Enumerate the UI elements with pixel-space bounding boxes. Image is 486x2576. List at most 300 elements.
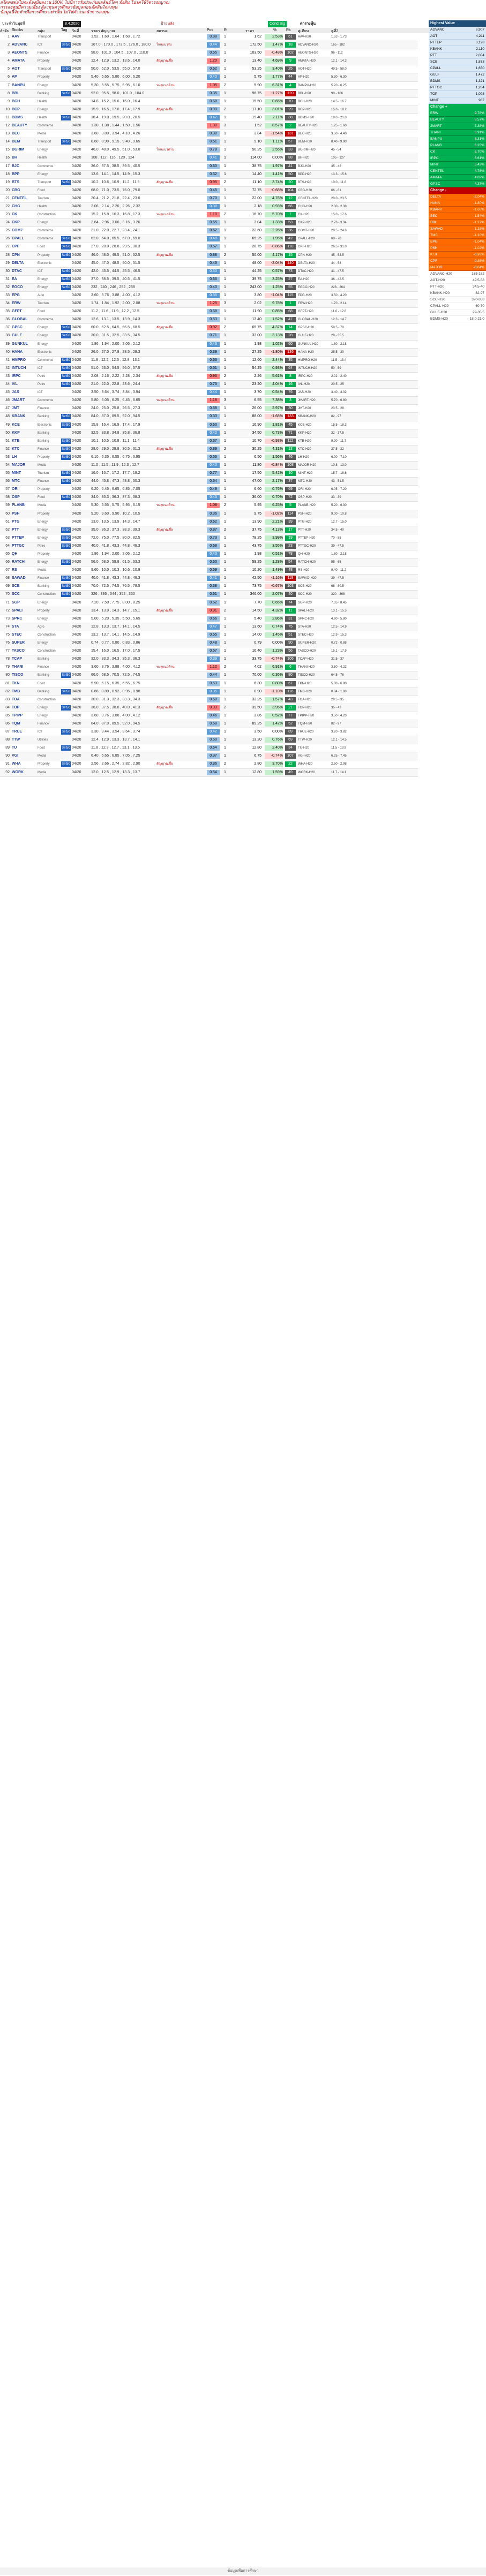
table-row[interactable] xyxy=(0,744,418,752)
highest-item-symbol: GULF xyxy=(430,73,440,77)
row-number: 22 xyxy=(5,204,10,208)
ratio-value: 1 xyxy=(224,535,226,540)
stock-symbol[interactable]: GPSC xyxy=(12,326,23,330)
stock-symbol[interactable]: AMATA xyxy=(12,59,25,63)
stock-symbol[interactable]: BCH xyxy=(12,99,20,103)
pair-symbol: OSP-H20 xyxy=(298,496,312,500)
loser-item-value: -0.86% xyxy=(473,259,484,263)
watch-item[interactable] xyxy=(429,303,486,309)
stock-symbol[interactable]: PTTGC xyxy=(12,543,25,548)
table-row[interactable] xyxy=(0,235,418,243)
table-row[interactable] xyxy=(0,736,418,744)
table-row[interactable] xyxy=(0,252,418,260)
stock-symbol[interactable]: OSP xyxy=(12,495,20,500)
highest-item[interactable] xyxy=(429,78,486,85)
table-row[interactable] xyxy=(0,688,418,696)
table-row[interactable] xyxy=(0,187,418,195)
table-row[interactable] xyxy=(0,704,418,712)
stock-symbol[interactable]: CENTEL xyxy=(12,196,27,200)
highest-item[interactable] xyxy=(429,91,486,97)
table-row[interactable] xyxy=(0,550,418,558)
table-row[interactable] xyxy=(0,332,418,340)
highest-item[interactable] xyxy=(429,40,486,46)
ratio-value: 1 xyxy=(224,673,226,677)
highest-item[interactable] xyxy=(429,52,486,59)
ratio-value: 1 xyxy=(224,770,226,774)
rank-badge: 3 xyxy=(285,398,296,403)
table-row[interactable] xyxy=(0,502,418,510)
stock-symbol[interactable]: BJC xyxy=(12,164,20,168)
table-row[interactable] xyxy=(0,769,418,777)
stock-symbol[interactable]: TISCO xyxy=(12,673,24,677)
stock-symbol[interactable]: SCC xyxy=(12,592,20,596)
table-row[interactable] xyxy=(0,728,418,736)
last-price: 243.00 xyxy=(250,285,261,289)
sector-label: Media xyxy=(38,754,47,758)
table-row[interactable] xyxy=(0,171,418,179)
stock-symbol[interactable]: ORI xyxy=(12,487,19,492)
table-row[interactable] xyxy=(0,510,418,518)
stock-symbol[interactable]: DELTA xyxy=(12,261,24,265)
index-tag: Set50 xyxy=(62,245,70,249)
stock-symbol[interactable]: TOP xyxy=(12,705,20,709)
last-price: 13.40 xyxy=(252,59,261,63)
stock-symbol[interactable]: GLOBAL xyxy=(12,318,28,322)
stock-symbol[interactable]: STA xyxy=(12,624,19,629)
table-row[interactable] xyxy=(0,534,418,542)
watch-item[interactable] xyxy=(429,277,486,284)
table-row[interactable] xyxy=(0,607,418,615)
table-row[interactable] xyxy=(0,73,418,81)
loser-item[interactable] xyxy=(429,252,486,258)
ratio-value: 1 xyxy=(224,366,226,370)
highest-item[interactable] xyxy=(429,85,486,91)
gainer-item-value: 6.25% xyxy=(474,143,484,147)
gainer-item-symbol: AMATA xyxy=(430,176,442,179)
stock-symbol[interactable]: IVL xyxy=(12,382,18,387)
loser-item[interactable] xyxy=(429,194,486,200)
table-row[interactable] xyxy=(0,114,418,122)
table-row[interactable] xyxy=(0,558,418,566)
stock-symbol[interactable]: AEONTS xyxy=(12,51,28,55)
stock-symbol[interactable]: GUNKUL xyxy=(12,342,28,346)
index-tag xyxy=(61,600,71,606)
table-row[interactable] xyxy=(0,591,418,599)
gainer-item[interactable] xyxy=(429,149,486,155)
loser-item[interactable] xyxy=(429,239,486,245)
gainer-item[interactable] xyxy=(429,142,486,149)
pair-symbol: PTG-H20 xyxy=(298,520,312,524)
stock-symbol[interactable]: PTG xyxy=(12,519,20,524)
stock-symbol[interactable]: TRUE xyxy=(12,730,23,734)
table-row[interactable] xyxy=(0,57,418,65)
price-levels: 2.06 , 2.14 , 2.20 , 2.26 , 2.32 xyxy=(91,204,140,208)
stock-symbol[interactable]: PLANB xyxy=(12,503,25,508)
table-row[interactable] xyxy=(0,276,418,284)
stock-symbol[interactable]: TMB xyxy=(12,689,20,693)
highest-item[interactable] xyxy=(429,97,486,104)
stock-symbol[interactable]: BEC xyxy=(12,132,20,136)
pair-symbol: TISCO-H20 xyxy=(298,674,315,677)
row-number: 68 xyxy=(5,576,10,580)
rank-badge: 68 xyxy=(285,309,296,314)
loser-item[interactable] xyxy=(429,220,486,226)
stock-symbol[interactable]: SPRC xyxy=(12,616,23,621)
stock-symbol[interactable]: MAJOR xyxy=(12,463,26,467)
last-price: 0.90 xyxy=(254,689,261,693)
table-row[interactable] xyxy=(0,397,418,405)
position-value: 0.93 xyxy=(207,705,220,711)
bar-note: ป้ายหลัง xyxy=(161,22,174,26)
stock-symbol[interactable]: SAWAD xyxy=(12,576,26,580)
ratio-value: 1 xyxy=(224,519,226,524)
highest-item[interactable] xyxy=(429,33,486,40)
table-row[interactable] xyxy=(0,381,418,389)
stock-symbol[interactable]: STEC xyxy=(12,632,22,637)
table-row[interactable] xyxy=(0,195,418,203)
table-row[interactable] xyxy=(0,365,418,373)
condition-tag: Cond.Sig xyxy=(268,21,287,27)
stock-symbol[interactable]: KCE xyxy=(12,422,20,427)
row-number: 90 xyxy=(5,754,10,758)
table-row[interactable] xyxy=(0,243,418,251)
stock-symbol[interactable]: TASCO xyxy=(12,649,25,653)
table-row[interactable] xyxy=(0,615,418,623)
table-row[interactable] xyxy=(0,130,418,138)
table-row[interactable] xyxy=(0,211,418,219)
table-row[interactable] xyxy=(0,357,418,365)
ratio-value: 1 xyxy=(224,406,226,411)
stock-symbol[interactable]: HMPRO xyxy=(12,358,26,362)
watch-item[interactable] xyxy=(429,309,486,316)
stock-symbol[interactable]: VGI xyxy=(12,754,19,758)
stock-symbol[interactable]: WHA xyxy=(12,762,21,766)
stock-symbol[interactable]: EGCO xyxy=(12,285,23,289)
stock-symbol[interactable]: CBG xyxy=(12,188,20,192)
stock-symbol[interactable]: TCAP xyxy=(12,657,23,661)
loser-item[interactable] xyxy=(429,207,486,213)
table-row[interactable] xyxy=(0,639,418,647)
stock-symbol[interactable]: CPN xyxy=(12,253,20,257)
stock-symbol[interactable]: RS xyxy=(12,568,17,572)
table-row[interactable] xyxy=(0,203,418,211)
stock-symbol[interactable]: KTC xyxy=(12,447,20,451)
table-row[interactable] xyxy=(0,437,418,445)
stock-symbol[interactable]: BDMS xyxy=(12,115,23,119)
table-row[interactable] xyxy=(0,760,418,768)
date-cell: 04/20 xyxy=(72,430,81,435)
stock-symbol[interactable]: THANI xyxy=(12,665,24,669)
stock-symbol[interactable]: MINT xyxy=(12,471,21,475)
stock-symbol[interactable]: QH xyxy=(12,552,18,556)
table-row[interactable] xyxy=(0,454,418,462)
table-row[interactable] xyxy=(0,752,418,760)
pair-symbol: JMT-H20 xyxy=(298,407,311,411)
table-row[interactable] xyxy=(0,421,418,429)
gainer-item[interactable] xyxy=(429,117,486,123)
loser-item[interactable] xyxy=(429,245,486,252)
stock-symbol[interactable]: CPF xyxy=(12,245,19,249)
gainer-item[interactable] xyxy=(429,162,486,168)
ratio-value: 1 xyxy=(224,342,226,346)
table-row[interactable] xyxy=(0,227,418,235)
sector-label: Transport xyxy=(38,140,51,144)
row-number: 66 xyxy=(5,560,10,564)
pair-symbol: HMPRO-H20 xyxy=(298,358,317,362)
table-row[interactable] xyxy=(0,696,418,704)
rank-badge: 4 xyxy=(285,83,296,88)
row-number: 48 xyxy=(5,414,10,419)
stock-symbol[interactable]: SCB xyxy=(12,584,20,588)
watch-item-symbol: SCC-H20 xyxy=(430,298,445,301)
loser-item[interactable] xyxy=(429,226,486,232)
table-row[interactable] xyxy=(0,90,418,98)
table-row[interactable] xyxy=(0,663,418,671)
table-row[interactable] xyxy=(0,122,418,130)
stock-symbol[interactable]: BGRIM xyxy=(12,148,25,152)
col-pair: คู่เทียบ xyxy=(298,29,309,33)
position-value: 0.41 xyxy=(207,576,220,581)
stock-symbol[interactable]: JAS xyxy=(12,390,19,395)
table-row[interactable] xyxy=(0,486,418,494)
table-row[interactable] xyxy=(0,284,418,292)
col-sig: สถานะ xyxy=(156,29,168,33)
rank-badge: 53 xyxy=(285,220,296,225)
stock-symbol[interactable]: BCP xyxy=(12,107,20,111)
stock-symbol[interactable]: EPG xyxy=(12,293,20,297)
stock-symbol[interactable]: ADVANC xyxy=(12,43,28,47)
sector-label: Property xyxy=(38,75,50,79)
gainer-item[interactable] xyxy=(429,168,486,175)
stock-symbol[interactable]: INTUCH xyxy=(12,366,26,370)
stock-symbol[interactable]: KBANK xyxy=(12,414,26,419)
table-row[interactable] xyxy=(0,300,418,308)
stock-symbol[interactable]: RATCH xyxy=(12,560,25,564)
table-row[interactable] xyxy=(0,268,418,276)
table-row[interactable] xyxy=(0,292,418,300)
position-value: 0.77 xyxy=(207,471,220,476)
stock-symbol[interactable]: TKN xyxy=(12,681,20,685)
stock-symbol[interactable]: COM7 xyxy=(12,229,23,233)
table-row[interactable] xyxy=(0,575,418,583)
table-row[interactable] xyxy=(0,138,418,146)
stock-symbol[interactable]: MTC xyxy=(12,479,20,484)
index-tag: Set50 xyxy=(62,730,70,734)
stock-symbol[interactable]: ERW xyxy=(12,301,21,306)
pair-symbol: GPSC-H20 xyxy=(298,326,315,330)
highest-item[interactable] xyxy=(429,46,486,52)
stock-symbol[interactable]: PTT xyxy=(12,527,19,532)
stock-symbol[interactable]: TQM xyxy=(12,721,20,726)
table-row[interactable] xyxy=(0,49,418,57)
table-row[interactable] xyxy=(0,324,418,332)
price-levels: 232 , 240 , 246 , 252 , 258 xyxy=(91,285,135,289)
index-tag: Set50 xyxy=(62,439,70,443)
highest-item[interactable] xyxy=(429,72,486,78)
loser-item[interactable] xyxy=(429,200,486,207)
stock-symbol[interactable]: BANPU xyxy=(12,83,25,87)
gainers-block xyxy=(429,104,486,187)
stock-symbol[interactable]: HANA xyxy=(12,350,23,354)
table-row[interactable] xyxy=(0,316,418,324)
stock-symbol[interactable]: PSH xyxy=(12,511,20,516)
stock-symbol[interactable]: AAV xyxy=(12,35,20,39)
stock-symbol[interactable]: AOT xyxy=(12,67,20,71)
pair-range: 43 - 51.5 xyxy=(331,480,344,484)
stock-symbol[interactable]: JMART xyxy=(12,398,25,403)
table-row[interactable] xyxy=(0,33,418,41)
loser-item[interactable] xyxy=(429,265,486,271)
table-row[interactable] xyxy=(0,179,418,187)
gainer-item[interactable] xyxy=(429,181,486,187)
table-row[interactable] xyxy=(0,720,418,728)
stock-symbol[interactable]: GFPT xyxy=(12,309,22,314)
stock-symbol[interactable]: CKP xyxy=(12,221,20,225)
stock-symbol[interactable]: BEM xyxy=(12,140,20,144)
watch-item[interactable] xyxy=(429,271,486,277)
sector-label: Banking xyxy=(38,674,49,677)
stock-symbol[interactable]: LH xyxy=(12,455,17,459)
pair-range: 27.5 - 32 xyxy=(331,447,344,451)
stock-symbol[interactable]: BH xyxy=(12,156,18,160)
watch-item[interactable] xyxy=(429,316,486,322)
col-price: ราคา xyxy=(245,29,255,33)
stock-symbol[interactable]: JMT xyxy=(12,406,19,411)
index-tag xyxy=(61,656,71,662)
stock-symbol[interactable]: AP xyxy=(12,75,17,79)
date-cell: 04/20 xyxy=(72,463,81,467)
table-row[interactable] xyxy=(0,478,418,486)
stock-symbol[interactable]: TU xyxy=(12,746,17,750)
stock-symbol[interactable]: DTAC xyxy=(12,269,22,273)
gainer-item[interactable] xyxy=(429,136,486,142)
table-row[interactable] xyxy=(0,219,418,227)
loser-item[interactable] xyxy=(429,232,486,239)
stock-symbol[interactable]: IRPC xyxy=(12,374,21,378)
row-number: 81 xyxy=(5,681,10,685)
table-row[interactable] xyxy=(0,542,418,550)
table-row[interactable] xyxy=(0,405,418,413)
table-row[interactable] xyxy=(0,65,418,73)
stock-symbol[interactable]: PTTEP xyxy=(12,535,24,540)
table-row[interactable] xyxy=(0,462,418,470)
stock-symbol[interactable]: SPALI xyxy=(12,608,23,613)
percent-change: -1.16% xyxy=(265,576,283,581)
stock-symbol[interactable]: CHG xyxy=(12,204,20,208)
table-row[interactable] xyxy=(0,671,418,679)
table-row[interactable] xyxy=(0,429,418,437)
table-row[interactable] xyxy=(0,98,418,106)
loser-item-symbol: EPG xyxy=(430,240,438,244)
table-row[interactable] xyxy=(0,631,418,639)
loser-item[interactable] xyxy=(429,258,486,265)
row-number: 72 xyxy=(5,608,10,613)
table-row[interactable] xyxy=(0,680,418,688)
date-cell: 04/20 xyxy=(72,455,81,459)
table-row[interactable] xyxy=(0,373,418,381)
row-number: 36 xyxy=(5,318,10,322)
table-row[interactable] xyxy=(0,308,418,316)
stock-symbol[interactable]: GULF xyxy=(12,334,23,338)
index-tag xyxy=(61,220,71,225)
table-row[interactable] xyxy=(0,623,418,631)
table-row[interactable] xyxy=(0,163,418,171)
table-row[interactable] xyxy=(0,647,418,655)
table-row[interactable] xyxy=(0,712,418,720)
stock-symbol[interactable]: WORK xyxy=(12,770,24,774)
table-row[interactable] xyxy=(0,341,418,349)
highest-item[interactable] xyxy=(429,59,486,65)
stock-symbol[interactable]: BEAUTY xyxy=(12,124,27,128)
table-row[interactable] xyxy=(0,41,418,49)
table-row[interactable] xyxy=(0,260,418,268)
stock-symbol[interactable]: SGP xyxy=(12,600,20,605)
table-row[interactable] xyxy=(0,154,418,162)
table-row[interactable] xyxy=(0,526,418,534)
table-row[interactable] xyxy=(0,518,418,526)
gainer-item[interactable] xyxy=(429,130,486,136)
table-row[interactable] xyxy=(0,106,418,114)
stock-symbol[interactable]: CK xyxy=(12,213,18,217)
gainer-item[interactable] xyxy=(429,155,486,162)
table-row[interactable] xyxy=(0,655,418,663)
stock-symbol[interactable]: SUPER xyxy=(12,641,25,645)
pair-symbol: MTC-H20 xyxy=(298,480,312,484)
highest-item[interactable] xyxy=(429,27,486,33)
stock-symbol[interactable]: TPIPP xyxy=(12,713,23,717)
gainer-item[interactable] xyxy=(429,110,486,117)
stock-symbol[interactable]: TOA xyxy=(12,697,20,701)
stock-symbol[interactable]: BPP xyxy=(12,172,20,176)
watch-item[interactable] xyxy=(429,297,486,303)
gainer-item[interactable] xyxy=(429,175,486,181)
stock-symbol[interactable]: CPALL xyxy=(12,237,24,241)
watch-item[interactable] xyxy=(429,290,486,297)
stock-symbol[interactable]: TTW xyxy=(12,738,20,742)
date-cell: 04/20 xyxy=(72,713,81,717)
table-row[interactable] xyxy=(0,445,418,454)
gainer-item[interactable] xyxy=(429,123,486,130)
loser-item[interactable] xyxy=(429,213,486,220)
watch-item-symbol: GULF-H20 xyxy=(430,311,447,314)
table-row[interactable] xyxy=(0,470,418,478)
rank-badge: 51 xyxy=(285,632,296,638)
table-row[interactable] xyxy=(0,583,418,591)
highest-item[interactable] xyxy=(429,65,486,72)
last-price: 346.00 xyxy=(250,592,261,596)
price-levels: 11.8 , 12.2 , 12.5 , 12.8 , 13.1 xyxy=(91,358,140,362)
sector-label: ICT xyxy=(38,391,43,395)
rank-badge: 64 xyxy=(285,366,296,371)
table-row[interactable] xyxy=(0,146,418,154)
table-row[interactable] xyxy=(0,599,418,607)
pair-symbol: BH-H20 xyxy=(298,156,310,160)
table-row[interactable] xyxy=(0,413,418,421)
stock-symbol[interactable]: KKP xyxy=(12,430,20,435)
stock-symbol[interactable]: BTS xyxy=(12,180,19,184)
table-row[interactable] xyxy=(0,494,418,502)
table-row[interactable] xyxy=(0,566,418,575)
table-row[interactable] xyxy=(0,349,418,357)
table-row[interactable] xyxy=(0,389,418,397)
date-cell: 04/20 xyxy=(72,374,81,378)
table-row[interactable] xyxy=(0,82,418,90)
stock-symbol[interactable]: EA xyxy=(12,277,17,281)
watch-item[interactable] xyxy=(429,284,486,290)
stock-symbol[interactable]: BBL xyxy=(12,91,20,95)
position-value: 0.62 xyxy=(207,228,220,233)
stock-symbol[interactable]: KTB xyxy=(12,439,20,443)
